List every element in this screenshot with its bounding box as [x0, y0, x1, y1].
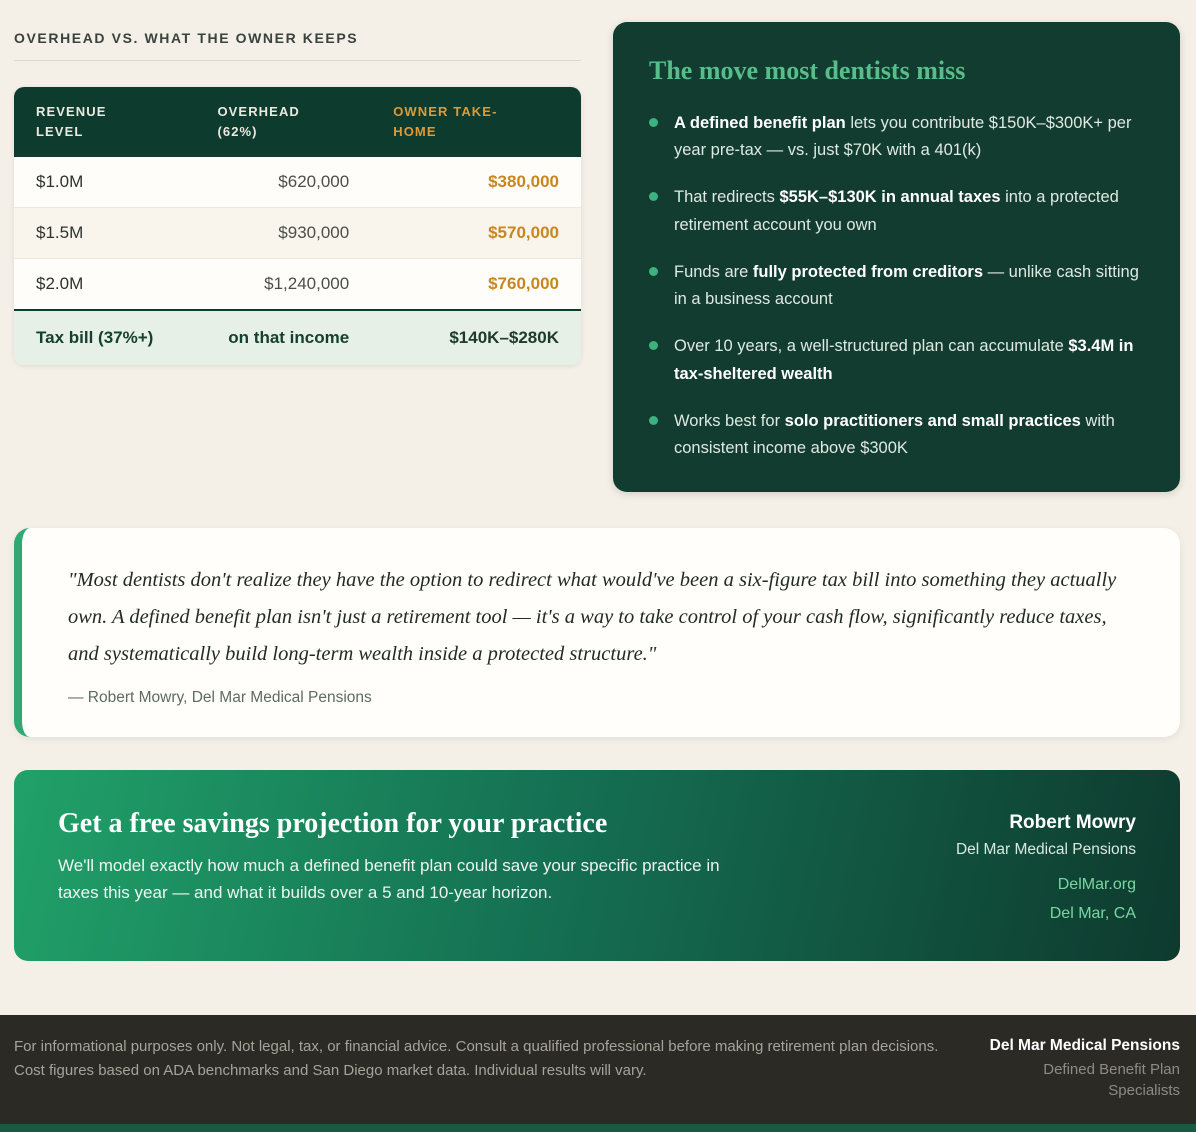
- bullet-dot-icon: [649, 192, 658, 201]
- highlight-card: [613, 22, 1180, 492]
- bullet-list: [649, 110, 1144, 462]
- bullet-item: [649, 408, 1144, 462]
- bullet-dot-icon: [649, 341, 658, 350]
- disclaimer-text-1: For informational purposes only. Not legal, tax, or financial advice. Consult a qualified professional before making retirement plan decisions.: [14, 1037, 939, 1055]
- col-header-revenue-level: [14, 87, 195, 157]
- tax-bill-value: $140K–$280K: [371, 310, 581, 365]
- overhead-cell: $930,000: [195, 208, 371, 259]
- cta-banner: [14, 770, 1180, 961]
- col-header-label: OWNER TAKE-HOME: [393, 104, 498, 140]
- bullet-item: [649, 110, 1144, 164]
- bullet-item: [649, 259, 1144, 313]
- overhead-cell: $1,240,000: [195, 259, 371, 311]
- revenue-table-wrapper: [14, 87, 581, 365]
- take-home-cell: $570,000: [371, 208, 581, 259]
- take-home-cell: $760,000: [371, 259, 581, 311]
- contact-company: Del Mar Medical Pensions: [955, 840, 1136, 858]
- bullet-dot-icon: [649, 267, 658, 276]
- tax-bill-label: Tax bill (37%+): [14, 310, 195, 365]
- page-footer: [0, 1015, 1196, 1125]
- bullet-text: Over 10 years, a well-structured plan can accumulate $3.4M in tax-sheltered wealth: [674, 337, 1134, 383]
- revenue-table: [14, 87, 581, 365]
- footer-brand-block: [990, 1035, 1180, 1103]
- col-header-label: REVENUE LEVEL: [36, 104, 107, 140]
- bullet-text: That redirects $55K–$130K in annual taxes into a protected retirement account you own: [674, 188, 1119, 234]
- overhead-cell: $620,000: [278, 172, 350, 192]
- cta-title: Get a free savings projection for your practice: [58, 807, 608, 839]
- table-header-row: [14, 87, 581, 157]
- quote-attribution: — Robert Mowry, Del Mar Medical Pensions: [68, 688, 372, 706]
- revenue-cell: $2.0M: [14, 259, 195, 311]
- col-header-label: OVERHEAD (62%): [217, 104, 300, 140]
- disclaimer-text-2: Cost figures based on ADA benchmarks and San Diego market data. Individual results will vary.: [14, 1061, 647, 1079]
- bottom-accent-strip: [0, 1124, 1196, 1132]
- bullet-dot-icon: [649, 416, 658, 425]
- col-header-overhead: [195, 87, 371, 157]
- quote-card: [14, 528, 1180, 737]
- take-home-cell: $380,000: [488, 172, 559, 192]
- bullet-text: Funds are fully protected from creditors — unlike cash sitting in a business account: [674, 262, 1139, 309]
- table-row: [14, 208, 581, 259]
- section-title: OVERHEAD VS. WHAT THE OWNER KEEPS: [14, 30, 359, 46]
- contact-location: Del Mar, CA: [1049, 904, 1136, 922]
- revenue-cell: $1.5M: [14, 208, 195, 259]
- top-section: [14, 22, 1180, 492]
- col-header-owner-take-home: [371, 87, 581, 157]
- cta-subtitle: We'll model exactly how much a defined benefit plan could save your specific practice in taxes this year — and what it builds over a 5 and 10-year horizon.: [58, 855, 720, 903]
- contact-name: Robert Mowry: [1009, 811, 1136, 833]
- divider: [14, 60, 581, 61]
- contact-website-link[interactable]: DelMar.org: [1057, 875, 1136, 893]
- footer-tagline: Defined Benefit Plan Specialists: [1043, 1060, 1180, 1100]
- table-footer-row: [14, 310, 581, 365]
- bullet-item: [649, 333, 1144, 387]
- highlight-card-title: The move most dentists miss: [649, 56, 966, 85]
- footer-brand: Del Mar Medical Pensions: [989, 1036, 1180, 1054]
- revenue-cell: $1.0M: [36, 172, 84, 192]
- table-row: [14, 157, 581, 208]
- bullet-text: Works best for solo practitioners and small practices with consistent income above $300K: [674, 411, 1115, 457]
- bullet-text: A defined benefit plan lets you contribute $150K–$300K+ per year pre-tax — vs. just $70K with a 401(k): [674, 114, 1132, 160]
- quote-text: "Most dentists don't realize they have the option to redirect what would've been a six-figure tax bill into something they actually own. A defined benefit plan isn't just a retirement tool — it's a way to take control of your cash flow, significantly reduce taxes, and systematically build long-term wealth inside a protected structure.": [68, 569, 1117, 665]
- bullet-item: [649, 184, 1144, 238]
- bullet-dot-icon: [649, 118, 658, 127]
- cta-text-block: [58, 808, 728, 923]
- contact-block: [956, 808, 1136, 923]
- disclaimer-block: [14, 1035, 938, 1103]
- table-row: [14, 259, 581, 311]
- tax-bill-scope: on that income: [195, 310, 371, 365]
- table-column: [14, 22, 581, 365]
